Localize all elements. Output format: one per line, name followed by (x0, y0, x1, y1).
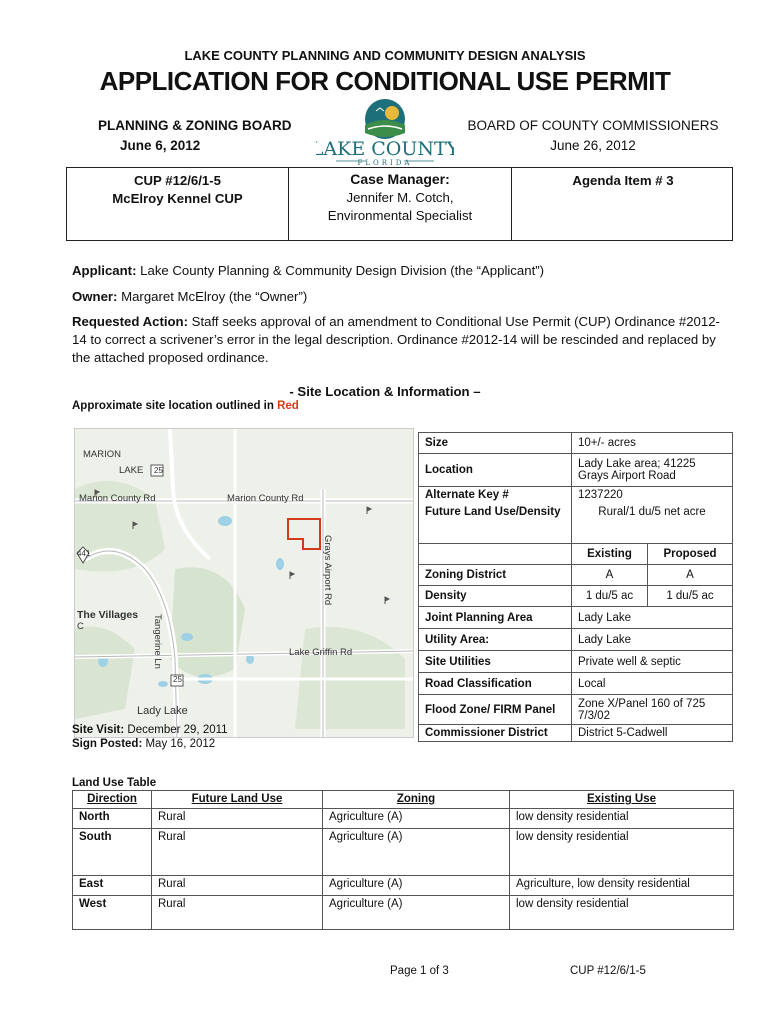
bcc-date: June 26, 2012 (550, 138, 636, 153)
land-use-title: Land Use Table (72, 777, 157, 789)
south-flu: Rural (152, 829, 323, 876)
density-proposed: 1 du/5 ac (647, 586, 732, 607)
table-row (73, 896, 734, 930)
site-utilities-value: Private well & septic (572, 651, 733, 673)
map-label: 25 (173, 675, 182, 684)
table-row (419, 629, 733, 651)
map-caption (72, 400, 299, 412)
case-manager-title: Environmental Specialist (327, 208, 473, 223)
flood-zone-key: Flood Zone/ FIRM Panel (419, 695, 572, 725)
table-row (73, 829, 734, 876)
logo-state: FLORIDA (357, 159, 413, 167)
site-location-map (74, 428, 414, 738)
table-row (419, 607, 733, 629)
site-visit (72, 724, 228, 736)
case-manager-label: Case Manager: (350, 171, 450, 187)
owner-line (72, 288, 732, 306)
lake-county-logo (316, 97, 454, 173)
zoning-proposed: A (647, 565, 732, 586)
site-info-table (418, 432, 733, 742)
density-key: Density (419, 586, 572, 607)
org-line: LAKE COUNTY PLANNING AND COMMUNITY DESIGN ANALYSIS (184, 48, 586, 63)
road-class-key: Road Classification (419, 673, 572, 695)
pz-board-title: PLANNING & ZONING BOARD (98, 118, 292, 133)
south-direction: South (73, 829, 152, 876)
existing-header: Existing (572, 544, 648, 565)
table-row (73, 809, 734, 829)
table-row (419, 487, 733, 504)
north-existing: low density residential (510, 809, 734, 829)
logo-name: LAKE COUNTY (316, 138, 454, 160)
map-label: MARION (83, 449, 121, 460)
east-zoning: Agriculture (A) (323, 876, 510, 896)
land-use-table (72, 790, 734, 930)
table-row (419, 504, 733, 544)
map-caption-text: Approximate site location outlined in (72, 400, 278, 412)
requested-action-text: Staff seeks approval of an amendment to Conditional Use Permit (CUP) Ordinance #2012-14 to correct a scrivener’s error in the legal description. Ordinance #2012-14 will be rescinded and replaced by the attached proposed ordinance. (72, 314, 720, 365)
requested-action (72, 313, 732, 367)
road-class-value: Local (572, 673, 733, 695)
commissioner-value: District 5-Cadwell (572, 725, 733, 742)
map-label: Grays Airport Rd (322, 535, 333, 606)
case-manager-name: Jennifer M. Cotch, (346, 190, 454, 205)
table-row (419, 565, 733, 586)
lake-county-logo-icon (316, 97, 454, 173)
alternate-key-key: Alternate Key # (419, 487, 572, 504)
east-flu: Rural (152, 876, 323, 896)
applicant-line (72, 262, 732, 280)
map-label: The Villages (77, 609, 139, 621)
footer-case-number: CUP #12/6/1-5 (570, 965, 646, 977)
south-zoning: Agriculture (A) (323, 829, 510, 876)
requested-action-label: Requested Action: (72, 314, 189, 329)
location-key: Location (419, 454, 572, 487)
west-flu: Rural (152, 896, 323, 930)
map-label: Marion County Rd (79, 493, 156, 504)
zoning-existing: A (572, 565, 648, 586)
map-label: 25 (154, 466, 163, 475)
future-land-use-key: Future Land Use/Density (419, 504, 572, 544)
document-title: APPLICATION FOR CONDITIONAL USE PERMIT (99, 66, 671, 96)
applicant-label: Applicant: (72, 263, 137, 278)
flood-zone-value: Zone X/Panel 160 of 725 7/3/02 (572, 695, 733, 725)
density-existing: 1 du/5 ac (572, 586, 648, 607)
map-label: Lake Griffin Rd (289, 647, 353, 658)
future-land-use-value: Rural/1 du/5 net acre (572, 504, 733, 544)
site-location-heading: - Site Location & Information – (289, 384, 481, 399)
table-row (419, 695, 733, 725)
map-label: 441 (77, 549, 91, 558)
size-value: 10+/- acres (572, 433, 733, 454)
applicant-text: Lake County Planning & Community Design Division (the “Applicant”) (136, 263, 545, 278)
header-direction: Direction (73, 791, 152, 809)
map-caption-red: Red (277, 400, 299, 412)
map-label: LAKE (119, 465, 144, 476)
table-row (419, 433, 733, 454)
owner-text: Margaret McElroy (the “Owner”) (117, 289, 308, 304)
sign-posted-value: May 16, 2012 (142, 738, 216, 750)
map-label: Marion County Rd (227, 493, 304, 504)
utility-area-key: Utility Area: (419, 629, 572, 651)
header-future-land-use: Future Land Use (152, 791, 323, 809)
map-label: C (77, 621, 84, 632)
header-zoning: Zoning (323, 791, 510, 809)
site-utilities-key: Site Utilities (419, 651, 572, 673)
utility-area-value: Lady Lake (572, 629, 733, 651)
agenda-item: Agenda Item # 3 (572, 173, 674, 188)
size-key: Size (419, 433, 572, 454)
cup-name: McElroy Kennel CUP (112, 191, 243, 206)
commissioner-key: Commissioner District (419, 725, 572, 742)
east-direction: East (73, 876, 152, 896)
map-label: Tangerine Ln (152, 614, 163, 669)
south-existing: low density residential (510, 829, 734, 876)
table-row (419, 651, 733, 673)
pz-board-date: June 6, 2012 (120, 138, 201, 153)
table-row (419, 673, 733, 695)
site-visit-value: December 29, 2011 (124, 724, 228, 736)
site-visit-label: Site Visit: (72, 724, 125, 736)
map-label: Lady Lake (137, 705, 188, 717)
west-direction: West (73, 896, 152, 930)
header-existing-use: Existing Use (510, 791, 734, 809)
sign-posted-label: Sign Posted: (72, 738, 143, 750)
north-flu: Rural (152, 809, 323, 829)
page-number: Page 1 of 3 (390, 965, 449, 977)
west-zoning: Agriculture (A) (323, 896, 510, 930)
table-row (419, 586, 733, 607)
north-direction: North (73, 809, 152, 829)
zoning-key: Zoning District (419, 565, 572, 586)
table-header-row (73, 791, 734, 809)
joint-planning-key: Joint Planning Area (419, 607, 572, 629)
table-row (419, 725, 733, 742)
west-existing: low density residential (510, 896, 734, 930)
table-row (419, 544, 733, 565)
case-info-box (66, 167, 733, 241)
owner-label: Owner: (72, 289, 118, 304)
north-zoning: Agriculture (A) (323, 809, 510, 829)
sign-posted (72, 738, 215, 750)
proposed-header: Proposed (647, 544, 732, 565)
joint-planning-value: Lady Lake (572, 607, 733, 629)
table-row (419, 454, 733, 487)
table-row (73, 876, 734, 896)
bcc-title: BOARD OF COUNTY COMMISSIONERS (467, 118, 719, 133)
east-existing: Agriculture, low density residential (510, 876, 734, 896)
alternate-key-value: 1237220 (572, 487, 733, 504)
cup-number: CUP #12/6/1-5 (134, 173, 221, 188)
location-value: Lady Lake area; 41225 Grays Airport Road (572, 454, 733, 487)
